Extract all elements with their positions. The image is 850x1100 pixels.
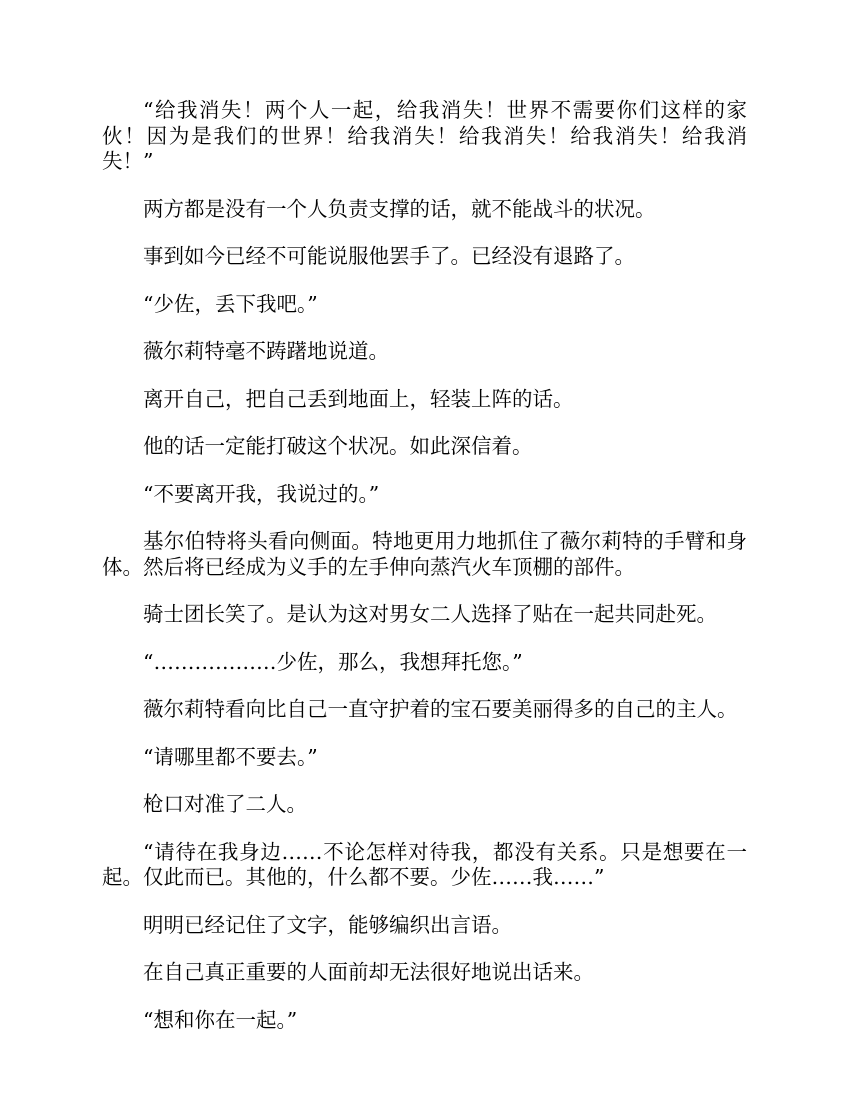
paragraph-18: “想和你在一起。” bbox=[143, 1007, 298, 1032]
paragraph-12: 薇尔莉特看向比自己一直守护着的宝石要美丽得多的自己的主人。 bbox=[143, 697, 738, 721]
paragraph-4: “少佐，丢下我吧。” bbox=[143, 291, 318, 316]
paragraph-2: 两方都是没有一个人负责支撑的话，就不能战斗的状况。 bbox=[143, 196, 656, 221]
paragraph-5: 薇尔莉特毫不踌躇地说道。 bbox=[143, 339, 389, 363]
paragraph-9: 基尔伯特将头看向侧面。特地更用力地抓住了薇尔莉特的手臂和身体。然后将已经成为义手的左手伸向蒸汽火车顶棚的部件。 bbox=[102, 529, 747, 579]
paragraph-16: 明明已经记住了文字，能够编织出言语。 bbox=[143, 912, 512, 937]
paragraph-10: 骑士团长笑了。是认为这对男女二人选择了贴在一起共同赴死。 bbox=[143, 602, 717, 626]
paragraph-1: “给我消失！两个人一起，给我消失！世界不需要你们这样的家伙！因为是我们的世界！给我消失！给我消失！给我消失！给我消失！” bbox=[102, 98, 747, 173]
paragraph-3: 事到如今已经不可能说服他罢手了。已经没有退路了。 bbox=[143, 244, 635, 268]
paragraph-7: 他的话一定能打破这个状况。如此深信着。 bbox=[143, 434, 533, 458]
paragraph-17: 在自己真正重要的人面前却无法很好地说出话来。 bbox=[143, 960, 594, 984]
paragraph-6: 离开自己，把自己丢到地面上，轻装上阵的话。 bbox=[143, 386, 574, 411]
paragraph-15: “请待在我身边……不论怎样对待我，都没有关系。只是想要在一起。仅此而已。其他的，什么都不要。少佐……我……” bbox=[102, 839, 747, 889]
paragraph-14: 枪口对准了二人。 bbox=[143, 792, 307, 816]
document-page bbox=[102, 98, 747, 1055]
paragraph-11: “………………少佐，那么，我想拜托您。” bbox=[143, 649, 523, 674]
paragraph-13: “请哪里都不要去。” bbox=[143, 744, 318, 769]
paragraph-8: “不要离开我，我说过的。” bbox=[143, 481, 380, 506]
